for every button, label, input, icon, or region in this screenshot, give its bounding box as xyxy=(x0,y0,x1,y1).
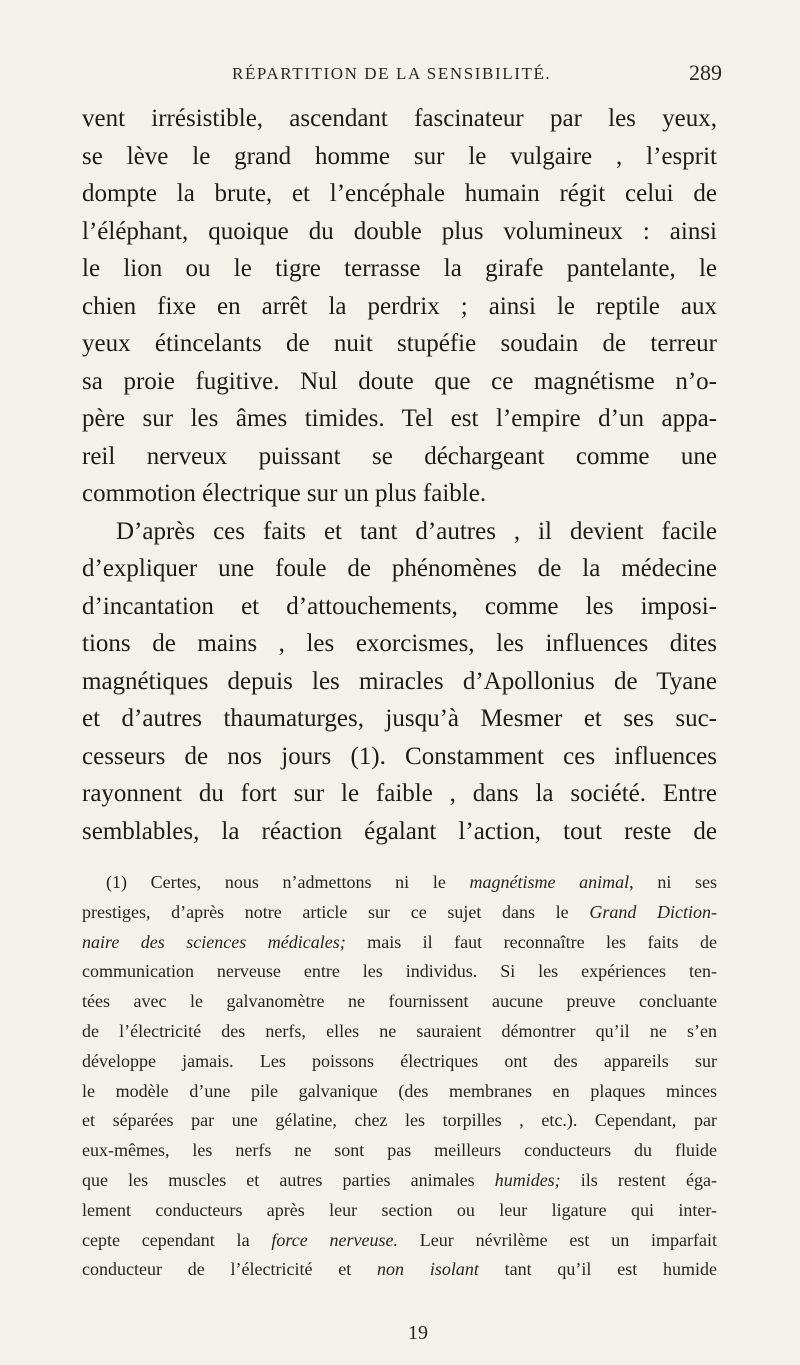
text-line: rayonnent du fort sur le faible , dans la société. Entre xyxy=(82,780,717,807)
footnote-line xyxy=(82,898,717,928)
footnote-line: communication nerveuse entre les individus. Si les expériences ten- xyxy=(82,961,717,982)
text-line: vent irrésistible, ascendant fascinateur par les yeux, xyxy=(82,105,717,132)
text-line: le lion ou le tigre terrasse la girafe pantelante, le xyxy=(82,255,717,282)
text-line: commotion électrique sur un plus faible. xyxy=(82,480,487,507)
footnote-text: que les muscles et autres parties animales xyxy=(82,1169,495,1190)
footnote-text: , ni ses xyxy=(629,872,718,892)
footnote-text: ils restent éga- xyxy=(560,1169,717,1190)
footnote-italic: Grand Diction- xyxy=(589,901,717,922)
footnote-line: tées avec le galvanomètre ne fournissent aucune preuve concluante xyxy=(82,991,717,1012)
footnote-line xyxy=(82,928,717,958)
text-line: d’incantation et d’attouchements, comme les imposi- xyxy=(82,592,717,620)
footnote-line: eux-mêmes, les nerfs ne sont pas meilleurs conducteurs du fluide xyxy=(82,1140,717,1161)
text-line: se lève le grand homme sur le vulgaire , l’esprit xyxy=(82,142,717,170)
text-line: d’expliquer une foule de phénomènes de la médecine xyxy=(82,555,717,582)
footnote-line: lement conducteurs après leur section ou leur ligature qui inter- xyxy=(82,1199,717,1220)
footnote-italic: non isolant xyxy=(377,1259,479,1280)
footnote-line xyxy=(82,868,717,898)
footnote-line: de l’électricité des nerfs, elles ne sauraient démontrer qu’il ne s’en xyxy=(82,1020,717,1041)
footnote-line xyxy=(82,1166,717,1196)
footnote-line: développe jamais. Les poissons électriques ont des appareils sur xyxy=(82,1050,717,1071)
footnote-italic: force nerveuse. xyxy=(271,1229,398,1250)
footnote-text: Leur névrilème est un imparfait xyxy=(397,1229,717,1250)
signature-mark: 19 xyxy=(408,1322,428,1344)
text-line: sa proie fugitive. Nul doute que ce magnétisme n’o- xyxy=(82,367,717,395)
footnote-line: et séparées par une gélatine, chez les torpilles , etc.). Cependant, par xyxy=(82,1110,717,1131)
text-line: yeux étincelants de nuit stupéfie soudain de terreur xyxy=(82,330,717,357)
footnote-text: mais il faut reconnaître les faits de xyxy=(345,931,718,952)
text-line: tions de mains , les exorcismes, les influences dites xyxy=(82,630,717,657)
text-line: dompte la brute, et l’encéphale humain régit celui de xyxy=(82,180,717,207)
footnote-text: (1) Certes, nous n’admettons ni le xyxy=(106,872,470,892)
footnote-text: cepte cependant la xyxy=(82,1229,272,1250)
text-line: D’après ces faits et tant d’autres , il devient facile xyxy=(116,517,717,545)
footnote-line xyxy=(82,1255,717,1285)
page-number: 289 xyxy=(689,60,722,85)
text-line: père sur les âmes timides. Tel est l’empire d’un appa- xyxy=(82,405,717,432)
footnote-italic: humides; xyxy=(494,1169,561,1190)
text-line: chien fixe en arrêt la perdrix ; ainsi le reptile aux xyxy=(82,292,717,320)
text-line: magnétiques depuis les miracles d’Apollonius de Tyane xyxy=(82,667,717,695)
footnote-text: tant qu’il est humide xyxy=(478,1259,717,1280)
footnote xyxy=(82,868,717,1285)
text-line: l’éléphant, quoique du double plus volumineux : ainsi xyxy=(82,217,717,245)
footnote-line: le modèle d’une pile galvanique (des membranes en plaques minces xyxy=(82,1080,717,1101)
footnote-line xyxy=(82,1226,717,1256)
footnote-italic: magnétisme animal xyxy=(469,872,630,892)
page-header xyxy=(82,58,722,98)
footnote-text: prestiges, d’après notre article sur ce sujet dans le xyxy=(82,901,590,922)
text-line: semblables, la réaction égalant l’action, tout reste de xyxy=(82,817,717,845)
running-head: RÉPARTITION DE LA SENSIBILITÉ. xyxy=(232,64,552,83)
text-line: et d’autres thaumaturges, jusqu’à Mesmer et ses suc- xyxy=(82,705,717,732)
text-line: cesseurs de nos jours (1). Constamment ces influences xyxy=(82,742,717,770)
main-text xyxy=(82,100,717,850)
footnote-text: conducteur de l’électricité et xyxy=(82,1259,378,1280)
text-line: reil nerveux puissant se déchargeant comme une xyxy=(82,442,717,470)
footnote-italic: naire des sciences médicales; xyxy=(82,931,346,952)
